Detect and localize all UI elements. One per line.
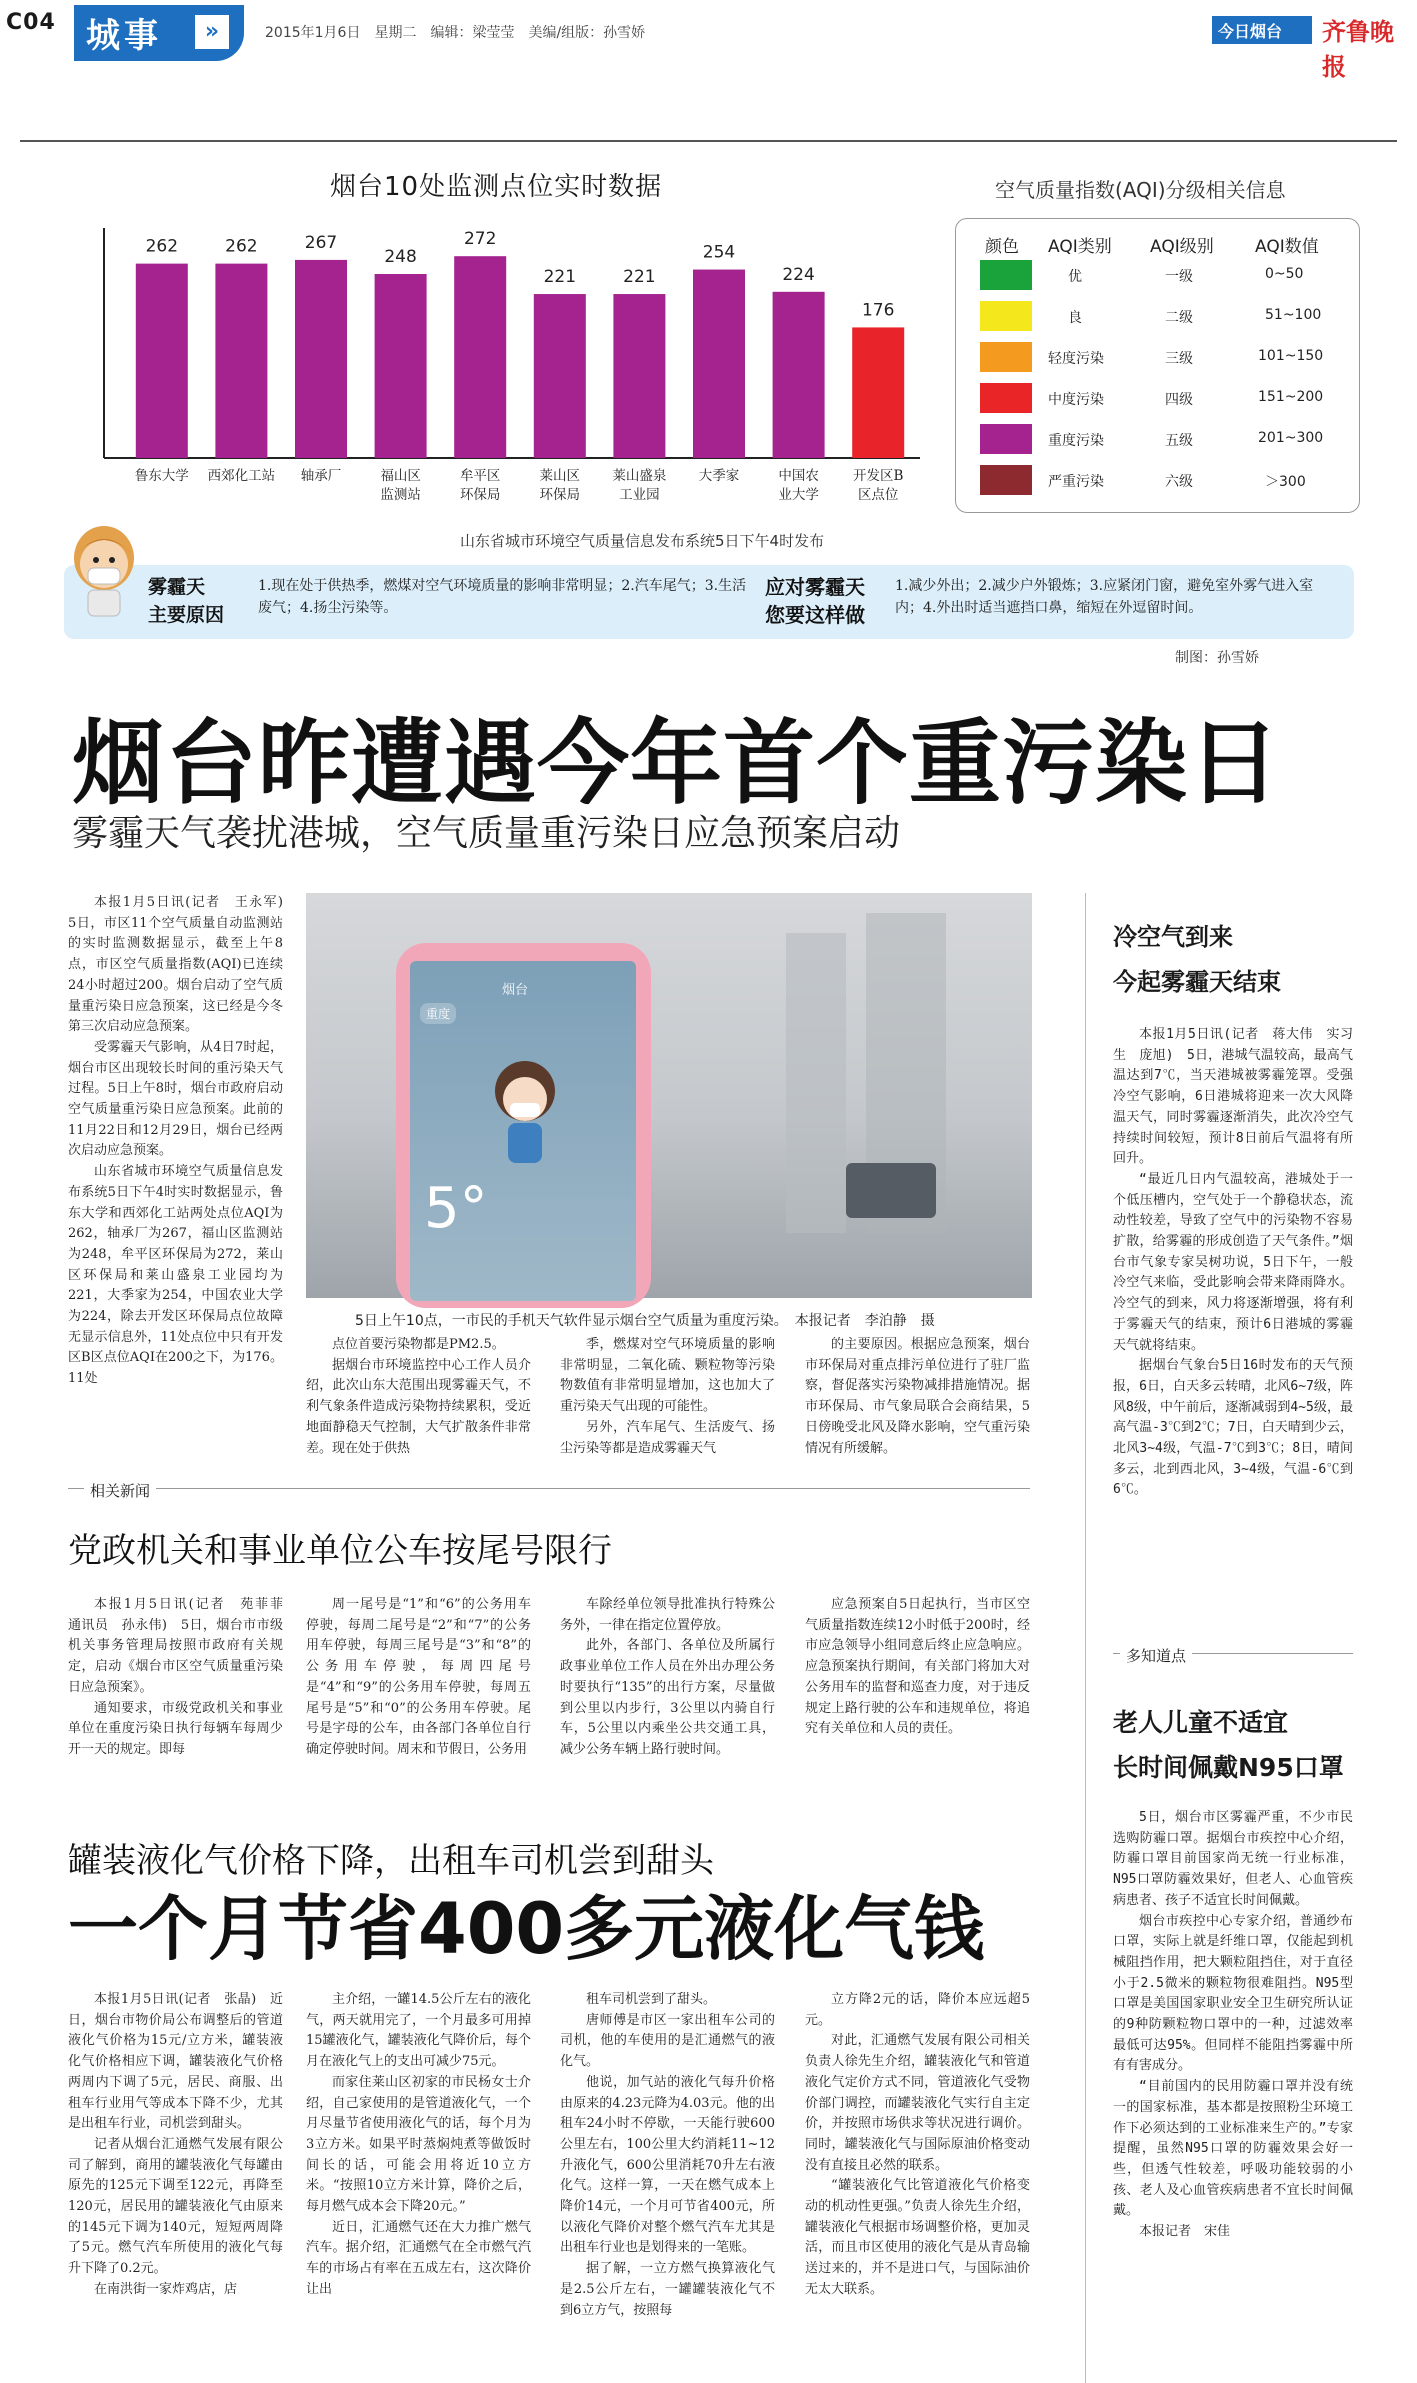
aqi-category: 严重污染 <box>1048 474 1104 490</box>
page-number: C04 <box>6 10 56 35</box>
paragraph: 而家住莱山区初家的市民杨女士介绍，自己家使用的是管道液化气，一个月尽量节省使用液化气的话，每个月为3立方米。如果平时蒸焖炖煮等做饭时间长的话，可能会用将近10立方米。“按照10立方米计算，降价之后，每月燃气成本会下降20元。” <box>306 2074 531 2215</box>
sidebar-knows-text <box>1113 1808 1353 2368</box>
related-col2 <box>306 1595 531 1810</box>
main-headline: 烟台昨遭遇今年首个重污染日 <box>72 710 1282 817</box>
phone-temperature: 5° <box>424 1176 488 1241</box>
advice-heading: 应对雾霾天 您要这样做 <box>765 575 865 627</box>
paragraph: “罐装液化气比管道液化气价格变动的机动性更强。”负责人徐先生介绍，罐装液化气根据市场调整价格，更加灵活，而且市区使用的液化气是从青岛输送过来的，并不是进口气，与国际油价无太大联系。 <box>805 2178 1030 2297</box>
causes-text: 1.现在处于供热季，燃煤对空气环境质量的影响非常明显；2.汽车尾气；3.生活废气；4.扬尘污染等。 <box>258 578 747 616</box>
main-story-col3 <box>560 1335 775 1456</box>
aqi-header-level: AQI级别 <box>1150 237 1214 257</box>
aqi-color-swatch <box>980 465 1032 495</box>
main-story-col4 <box>805 1335 1030 1456</box>
aqi-range: 0~50 <box>1265 266 1304 282</box>
aqi-category: 良 <box>1068 310 1082 326</box>
sidebar-knows-headline: 老人儿童不适宜 长时间佩戴N95口罩 <box>1113 1708 1344 1782</box>
paragraph: 周一尾号是“1”和“6”的公务用车停驶，每周二尾号是“2”和“7”的公务用车停驶，每周三尾号是“3”和“8”的公务用车停驶，每周四尾号是“4”和“9”的公务用车停驶，每周五尾号是“5”和“0”的公务用车停驶。尾号是字母的公车，由各部门各单位自行确定停驶时间。周末和节假日，公务用 <box>306 1597 531 1757</box>
category-label: 环保局 <box>459 487 501 503</box>
header-rule <box>20 140 1397 142</box>
sidebar-cold-text <box>1113 1025 1353 1615</box>
category-label: 莱山盛泉 <box>612 468 667 484</box>
aqi-range: 151~200 <box>1258 389 1324 405</box>
photo-car <box>846 1163 936 1218</box>
newspaper-logo: 齐鲁晚报 <box>1322 17 1394 81</box>
paragraph: 的主要原因。根据应急预案，烟台市环保局对重点排污单位进行了驻厂监察，督促落实污染物减排措施情况。据市环保局、市气象局联合会商结果，5日傍晚受北风及降水影响，空气重污染情况有所缓解。 <box>805 1337 1030 1456</box>
masked-child-icon <box>62 518 147 618</box>
category-label: 区点位 <box>857 487 899 503</box>
aqi-header-color: 颜色 <box>985 237 1019 257</box>
bar-value-label: 221 <box>623 267 656 288</box>
related-col1 <box>68 1595 297 1810</box>
section-title: 城事 <box>86 16 162 56</box>
lpg-col1 <box>68 1990 283 2375</box>
paragraph: 点位首要污染物都是PM2.5。 <box>332 1337 505 1352</box>
category-label: 业大学 <box>778 487 819 503</box>
chart-source: 山东省城市环境空气质量信息发布系统5日下午4时发布 <box>460 532 825 550</box>
sidebar-rule <box>1085 893 1086 2383</box>
paragraph: 此外，各部门、各单位及所属行政事业单位工作人员在外出办理公务时要执行“135”的出行方案，尽量做到公里以内步行，3公里以内骑自行车，5公里以内乘坐公共交通工具，减少公务车辆上路行驶时间。 <box>560 1638 775 1757</box>
graphic-credit: 制图：孙雪娇 <box>1175 650 1259 666</box>
paragraph: 本报1月5日讯(记者 王永军) 5日，市区11个空气质量自动监测站的实时监测数据显示，截至上午8点，市区空气质量指数(AQI)已连续24小时超过200。烟台启动了空气质量重污染日应急预案，这已经是今冬第三次启动应急预案。 <box>68 895 297 1035</box>
aqi-color-swatch <box>980 301 1032 331</box>
knows-label: 多知道点 <box>1120 1645 1192 1666</box>
aqi-table-title: 空气质量指数(AQI)分级相关信息 <box>995 178 1286 202</box>
category-label: 鲁东大学 <box>134 468 189 484</box>
main-subheadline: 雾霾天气袭扰港城，空气质量重污染日应急预案启动 <box>72 813 901 854</box>
lpg-col4 <box>805 1990 1030 2375</box>
category-label: 监测站 <box>380 487 421 503</box>
aqi-category: 优 <box>1068 269 1082 285</box>
paragraph: 据烟台市环境监控中心工作人员介绍，此次山东大范围出现雾霾天气，不利气象条件造成污染物持续累积，受近地面静稳天气控制，大气扩散条件非常差。现在处于供热 <box>306 1357 531 1456</box>
paragraph: 本报1月5日讯(记者 苑菲菲 通讯员 孙永伟) 5日，烟台市市级机关事务管理局按照市政府有关规定，启动《烟台市区空气质量重污染日应急预案》。 <box>68 1597 297 1695</box>
aqi-level: 三级 <box>1165 351 1193 367</box>
related-rule <box>68 1488 1030 1489</box>
bar-value-label: 248 <box>384 247 417 267</box>
paragraph: 受雾霾天气影响，从4日7时起，烟台市区出现较长时间的重污染天气过程。5日上午8时，烟台市政府启动空气质量重污染日应急预案。此前的11月22日和12月29日，烟台已经两次启动应急预案。 <box>68 1039 283 1159</box>
aqi-level: 六级 <box>1165 474 1193 490</box>
lpg-headline: 一个月节省400多元液化气钱 <box>68 1888 985 1970</box>
category-label: 大季家 <box>698 468 740 484</box>
phone-aqi-badge: 重度 <box>420 1003 456 1024</box>
weather-mascot-icon <box>480 1051 570 1171</box>
paragraph: 另外，汽车尾气、生活废气、扬尘污染等都是造成雾霾天气 <box>560 1419 775 1456</box>
bar-value-label: 262 <box>225 236 258 257</box>
aqi-level: 四级 <box>1165 392 1193 408</box>
paragraph: 主介绍，一罐14.5公斤左右的液化气，两天就用完了，一个月最多可用掉15罐液化气，罐装液化气降价后，每个月在液化气上的支出可减少75元。 <box>306 1992 531 2070</box>
photo-building <box>786 933 846 1233</box>
aqi-category: 中度污染 <box>1048 392 1104 408</box>
category-label: 莱山区 <box>539 468 581 484</box>
news-photo <box>306 893 1032 1298</box>
aqi-range: 101~150 <box>1258 348 1324 364</box>
paragraph: 在南洪街一家炸鸡店，店 <box>94 2281 238 2297</box>
paragraph: 烟台市疾控中心专家介绍，普通纱布口罩，实际上就是纤维口罩，仅能起到机械阻挡作用，把大颗粒阻挡住，对于直径小于2.5微米的颗粒物很难阻挡。N95型口罩是美国国家职业安全卫生研究所认证的9种防颗粒物口罩中的一种，过滤效率最低可达95%。但同样不能阻挡雾霾中所有有害成分。 <box>1113 1913 1353 2074</box>
bar-value-label: 262 <box>145 236 179 257</box>
brand-label: 今日烟台 <box>1218 22 1283 41</box>
lpg-col2 <box>306 1990 531 2375</box>
bar-value-label: 267 <box>304 232 338 253</box>
aqi-color-swatch <box>980 424 1032 454</box>
aqi-category: 重度污染 <box>1048 433 1104 449</box>
paragraph: 近日，汇通燃气还在大力推广燃气汽车。据介绍，汇通燃气在全市燃气汽车的市场占有率在五成左右，这次降价让出 <box>306 2219 531 2297</box>
advice-text: 1.减少外出；2.减少户外锻炼；3.应紧闭门窗，避免室外雾气进入室内；4.外出时适当遮挡口鼻，缩短在外逗留时间。 <box>895 578 1314 616</box>
main-story-col1 <box>68 893 297 1433</box>
aqi-row <box>0 342 1417 376</box>
paragraph: 5日，烟台市区雾霾严重，不少市民选购防霾口罩。据烟台市疾控中心介绍，防霾口罩目前国家尚无统一行业标准，N95口罩防霾效果好，但老人、心血管疾病患者、孩子不适宜长时间佩戴。 <box>1113 1810 1353 1908</box>
bar-value-label: 254 <box>702 242 736 263</box>
chart-title: 烟台10处监测点位实时数据 <box>330 172 663 202</box>
paragraph: 据了解，一立方燃气换算液化气是2.5公斤左右，一罐罐装液化气不到6立方气，按照每 <box>560 2261 775 2318</box>
related-col3 <box>560 1595 775 1810</box>
aqi-color-swatch <box>980 342 1032 372</box>
bar-value-label: 272 <box>463 229 497 250</box>
phone-screen <box>410 961 636 1301</box>
paragraph: 山东省城市环境空气质量信息发布系统5日下午4时实时数据显示，鲁东大学和西郊化工站两处点位AQI为262，轴承厂为267，福山区监测站为248，牟平区环保局为272，莱山区环保局和莱山盛泉工业园均为221，大季家为254，中国农业大学为224，除去开发区环保局点位故障无显示信息外，11处点位中只有开发区B区点位AQI在200之下，为176。11处 <box>68 1164 283 1387</box>
bar-value-label: 224 <box>782 264 815 285</box>
paragraph: 通知要求，市级党政机关和事业单位在重度污染日执行每辆车每周少开一天的规定。即每 <box>68 1700 283 1757</box>
paragraph: 对此，汇通燃气发展有限公司相关负责人徐先生介绍，罐装液化气和管道液化气定价方式不同，管道液化气受物价部门调控，而罐装液化气实行自主定价，并按照市场供求等状况进行调价。同时，罐装液化气与国际原油价格变动没有直接且必然的联系。 <box>805 2033 1030 2173</box>
photo-caption: 5日上午10点，一市民的手机天气软件显示烟台空气质量为重度污染。 本报记者 李泊静 摄 <box>355 1313 935 1329</box>
aqi-row <box>0 383 1417 417</box>
related-label: 相关新闻 <box>84 1480 156 1501</box>
phone-city: 烟台 <box>502 983 529 998</box>
aqi-level: 五级 <box>1165 433 1193 449</box>
lpg-col3 <box>560 1990 775 2375</box>
paragraph: 本报记者 宋佳 <box>1139 2224 1231 2240</box>
category-label: 工业园 <box>619 487 660 503</box>
related-headline: 党政机关和事业单位公车按尾号限行 <box>68 1531 612 1571</box>
paragraph: 季，燃煤对空气环境质量的影响非常明显，二氧化硫、颗粒物等污染物数值有非常明显增加，这也加大了重污染天气出现的可能性。 <box>560 1337 775 1415</box>
category-label: 福山区 <box>380 468 421 484</box>
category-label: 环保局 <box>539 487 581 503</box>
category-label: 轴承厂 <box>300 468 342 484</box>
aqi-level: 一级 <box>1165 269 1193 285</box>
aqi-color-swatch <box>980 383 1032 413</box>
aqi-row <box>0 260 1417 294</box>
paragraph: 租车司机尝到了甜头。 <box>586 1992 717 2007</box>
aqi-row <box>0 465 1417 499</box>
paragraph: 立方降2元的话，降价本应远超5元。 <box>805 1992 1030 2028</box>
sidebar-cold-headline: 冷空气到来 今起雾霾天结束 <box>1113 923 1281 996</box>
paragraph: 记者从烟台汇通燃气发展有限公司了解到，商用的罐装液化气每罐由原先的125元下调至122元，再降至120元，居民用的罐装液化气由原来的145元下调为140元，短短两周降了5元。燃气汽车所使用的液化气每升下降了0.2元。 <box>68 2136 283 2277</box>
aqi-row <box>0 424 1417 458</box>
aqi-range: ＞300 <box>1265 474 1306 490</box>
main-story-col2 <box>306 1335 531 1456</box>
category-label: 开发区B <box>852 468 904 484</box>
aqi-range: 51~100 <box>1265 307 1322 323</box>
aqi-range: 201~300 <box>1258 430 1324 446</box>
paragraph: 车除经单位领导批准执行特殊公务外，一律在指定位置停放。 <box>560 1597 775 1633</box>
aqi-level: 二级 <box>1165 310 1193 326</box>
aqi-row <box>0 301 1417 335</box>
category-label: 中国农 <box>778 468 819 484</box>
date-line: 2015年1月6日 星期二 编辑：梁莹莹 美编/组版：孙雪娇 <box>265 25 646 41</box>
paragraph: “最近几日内气温较高，港城处于一个低压槽内，空气处于一个静稳状态，流动性较差，导致了空气中的污染物不容易扩散，给雾霾的形成创造了天气条件。”烟台市气象专家吴树功说，5日下午，一般冷空气来临，受此影响会带来降雨降水。冷空气的到来，风力将逐渐增强，将有利于雾霾天气的结束，预计6日港城的雾霾天气就将结束。 <box>1113 1171 1353 1353</box>
paragraph: 应急预案自5日起执行，当市区空气质量指数连续12小时低于200时，经市应急领导小组同意后终止应急响应。应急预案执行期间，有关部门将加大对公务用车的监督和巡查力度，对于违反规定上路行驶的公车和违规单位，将追究有关单位和人员的责任。 <box>805 1597 1030 1737</box>
bar-value-label: 176 <box>861 300 895 321</box>
aqi-category: 轻度污染 <box>1048 351 1104 367</box>
paragraph: “目前国内的民用防霾口罩并没有统一的国家标准，基本都是按照粉尘环境工作下必须达到的工业标准来生产的。”专家提醒，虽然N95口罩的防霾效果会好一些，但透气性较差，呼吸功能较弱的小孩、老人及心血管疾病患者不宜长时间佩戴。 <box>1113 2079 1353 2219</box>
paragraph: 本报1月5日讯(记者 张晶) 近日，烟台市物价局公布调整后的管道液化气价格为15元/立方米，罐装液化气价格相应下调，罐装液化气价格两周内下调了5元，居民、商服、出租车行业用气等成本下降不少，尤其是出租车行业，司机尝到甜头。 <box>68 1992 283 2132</box>
paragraph: 唐师傅是市区一家出租车公司的司机，他的车使用的是汇通燃气的液化气。 <box>560 2012 775 2070</box>
bar-value-label: 221 <box>543 267 577 288</box>
category-label: 西郊化工站 <box>207 468 276 484</box>
aqi-color-swatch <box>980 260 1032 290</box>
aqi-header-category: AQI类别 <box>1048 237 1112 257</box>
lpg-subheadline: 罐装液化气价格下降，出租车司机尝到甜头 <box>68 1841 714 1881</box>
aqi-header-value: AQI数值 <box>1255 237 1319 257</box>
paragraph: 据烟台气象台5日16时发布的天气预报，6日，白天多云转晴，北风6~7级，阵风8级，中午前后，逐渐减弱到4~5级，最高气温-3℃到2℃；7日，白天晴到少云，北风3~4级，气温-7℃到3℃；8日，晴间多云，北到西北风，3~4级，气温-6℃到6℃。 <box>1113 1358 1353 1498</box>
paragraph: 本报1月5日讯(记者 蒋大伟 实习生 庞旭) 5日，港城气温较高，最高气温达到7℃，当天港城被雾霾笼罩。受强冷空气影响，6日港城将迎来一次大风降温天气，同时雾霾逐渐消失，此次冷空气持续时间较短，预计8日前后气温将有所回升。 <box>1113 1027 1353 1167</box>
causes-heading: 雾霾天 主要原因 <box>148 576 225 626</box>
double-chevron-icon: » <box>195 15 229 49</box>
paragraph: 他说，加气站的液化气每升价格由原来的4.23元降为4.03元。他的出租车24小时不停歇，一天能行驶600公里左右，100公里大约消耗11~12升液化气，600公里消耗70升左右液化气。这样一算，一天在燃气成本上降价14元，一个月可节省400元，所以液化气降价对整个燃气汽车尤其是出租车行业也是划得来的一笔账。 <box>560 2074 775 2256</box>
category-label: 牟平区 <box>459 468 501 484</box>
related-col4 <box>805 1595 1030 1810</box>
